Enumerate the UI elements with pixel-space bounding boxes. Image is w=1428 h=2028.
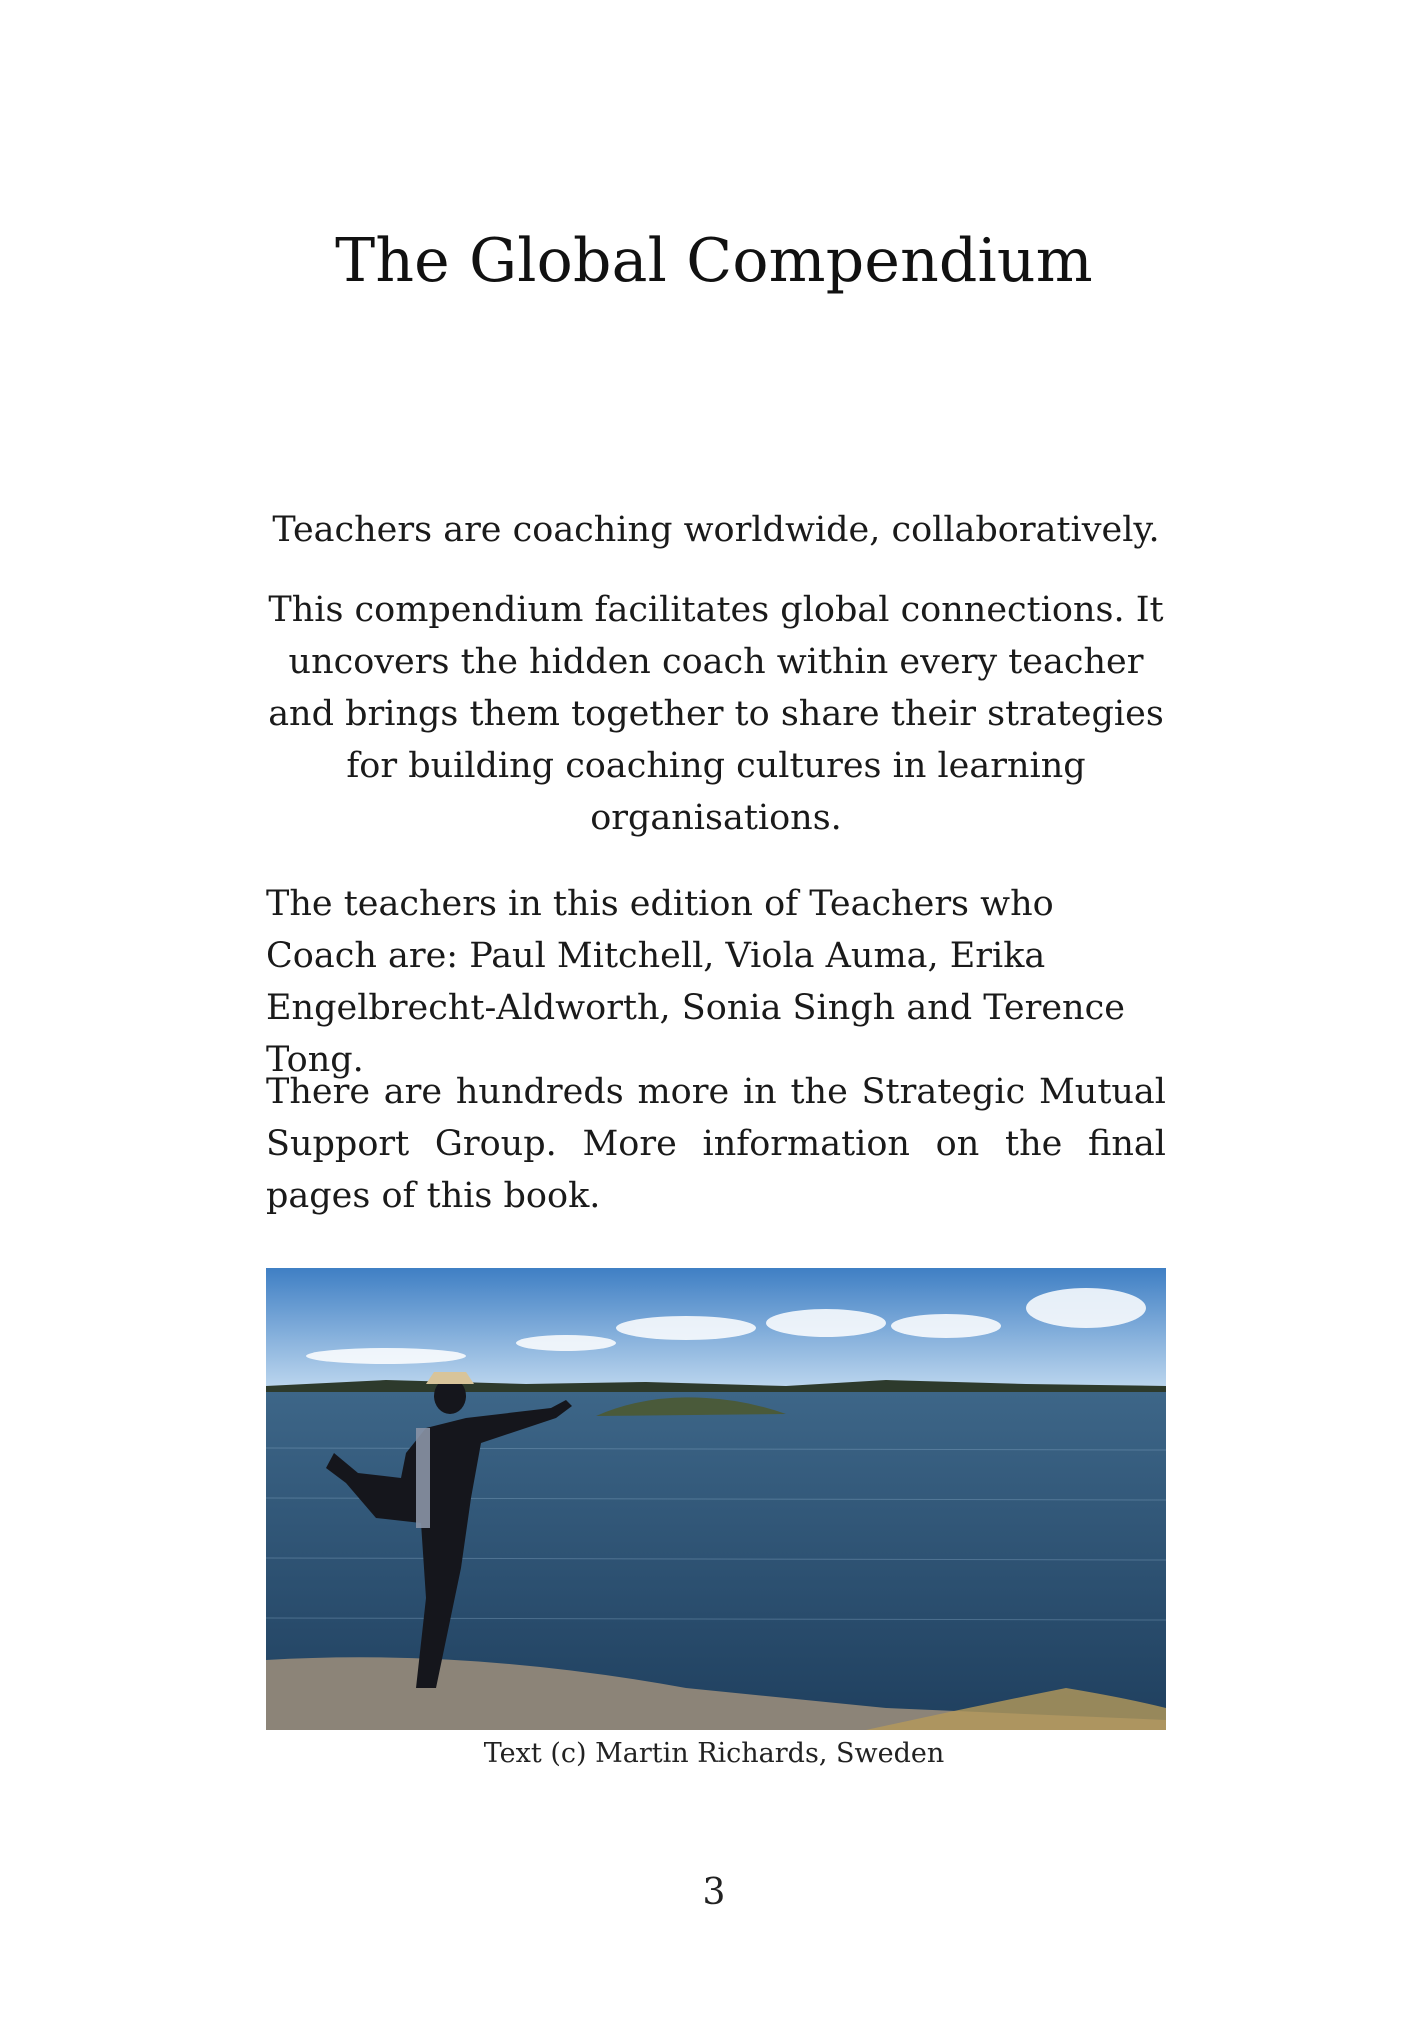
compendium-paragraph: This compendium facilitates global connections. It uncovers the hidden coach within every teacher and brings them together to share their strategies for building coaching cultures in learning organisations. bbox=[268, 590, 1164, 838]
photo-caption: Text (c) Martin Richards, Sweden bbox=[483, 1738, 945, 1769]
seascape-illustration bbox=[266, 1268, 1166, 1730]
page-title: The Global Compendium bbox=[335, 226, 1093, 296]
intro-paragraph: Teachers are coaching worldwide, collaboratively. bbox=[272, 510, 1160, 550]
support-group-paragraph: There are hundreds more in the Strategic Mutual Support Group. More information on the final pages of this book. bbox=[266, 1072, 1166, 1216]
photo-seascape-figure bbox=[266, 1268, 1166, 1730]
teachers-paragraph: The teachers in this edition of Teachers who Coach are: Paul Mitchell, Viola Auma, Erika Engelbrecht-Aldworth, Sonia Singh and Terence Tong. bbox=[266, 884, 1125, 1080]
page-number: 3 bbox=[702, 1872, 726, 1913]
